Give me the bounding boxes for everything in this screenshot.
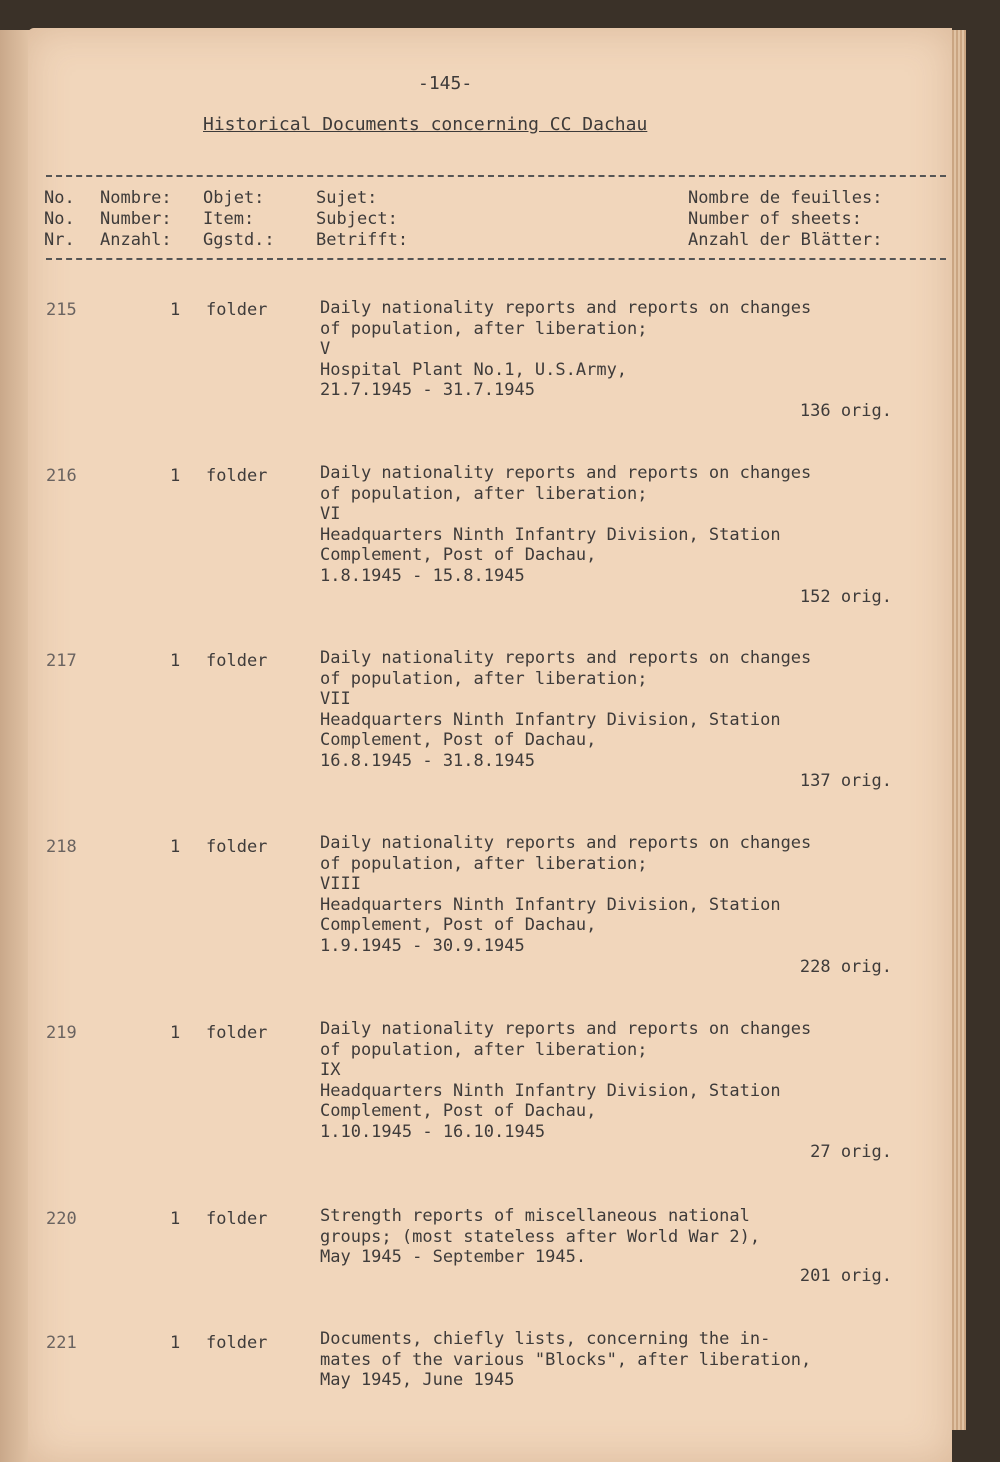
entry-subject: Daily nationality reports and reports on changes of population, after liberation; IX Headquarters Ninth Infantry Division, Station Complement, Post of Dachau, 1.10.1945 - 16.10.1945 <box>320 1019 812 1142</box>
entry-number: 217 <box>46 651 77 671</box>
entry-sheets: 201 orig. <box>799 1266 892 1286</box>
entry-item: folder <box>206 1333 268 1353</box>
entry-item: folder <box>206 466 268 486</box>
entry-item: folder <box>206 1209 268 1229</box>
entry-sheets: 152 orig. <box>799 587 892 607</box>
entry-subject: Daily nationality reports and reports on changes of population, after liberation; V Hospital Plant No.1, U.S.Army, 21.7.1945 - 31.7.1945 <box>320 298 812 400</box>
entry-count: 1 <box>170 300 181 320</box>
entry-count: 1 <box>170 651 181 671</box>
entry-item: folder <box>206 1023 268 1043</box>
entry-subject: Strength reports of miscellaneous national groups; (most stateless after World War 2), May 1945 - September 1945. <box>320 1206 761 1267</box>
entry-number: 215 <box>46 300 77 320</box>
header-col-subject: Sujet: Subject: Betrifft: <box>316 188 409 250</box>
entry-count: 1 <box>170 1209 181 1229</box>
entry-number: 216 <box>46 466 77 486</box>
header-col-item: Objet: Item: Ggstd.: <box>203 188 275 250</box>
entry-item: folder <box>206 651 268 671</box>
entry-number: 220 <box>46 1209 77 1229</box>
entry-number: 221 <box>46 1333 77 1353</box>
entry-number: 218 <box>46 837 77 857</box>
entry-count: 1 <box>170 466 181 486</box>
entry-subject: Daily nationality reports and reports on changes of population, after liberation; VI Headquarters Ninth Infantry Division, Station Complement, Post of Dachau, 1.8.1945 - 15.8.1945 <box>320 463 812 586</box>
entry-count: 1 <box>170 1333 181 1353</box>
header-top-rule <box>46 175 946 177</box>
entry-number: 219 <box>46 1023 77 1043</box>
entry-sheets: 27 orig. <box>810 1142 892 1162</box>
entry-item: folder <box>206 837 268 857</box>
entry-count: 1 <box>170 1023 181 1043</box>
entry-sheets: 137 orig. <box>799 771 892 791</box>
entry-count: 1 <box>170 837 181 857</box>
entry-item: folder <box>206 300 268 320</box>
header-col-sheets: Nombre de feuilles: Number of sheets: Anzahl der Blätter: <box>688 188 883 250</box>
entry-subject: Documents, chiefly lists, concerning the in- mates of the various "Blocks", after liberation, May 1945, June 1945 <box>320 1329 812 1390</box>
entry-sheets: 228 orig. <box>799 957 892 977</box>
entry-subject: Daily nationality reports and reports on changes of population, after liberation; VII Headquarters Ninth Infantry Division, Station Complement, Post of Dachau, 16.8.1945 - 31.8.1945 <box>320 648 812 771</box>
document-page <box>28 28 952 1462</box>
entry-sheets: 136 orig. <box>799 401 892 421</box>
entry-subject: Daily nationality reports and reports on changes of population, after liberation; VIII Headquarters Ninth Infantry Division, Station Complement, Post of Dachau, 1.9.1945 - 30.9.1945 <box>320 833 812 956</box>
page-number: -145- <box>418 73 473 94</box>
header-col-no: No. No. Nr. <box>44 188 75 250</box>
adjacent-page-edge <box>0 30 30 1462</box>
page-title: Historical Documents concerning CC Dachau <box>203 114 648 135</box>
header-col-count: Nombre: Number: Anzahl: <box>100 188 172 250</box>
header-bottom-rule <box>46 258 946 260</box>
